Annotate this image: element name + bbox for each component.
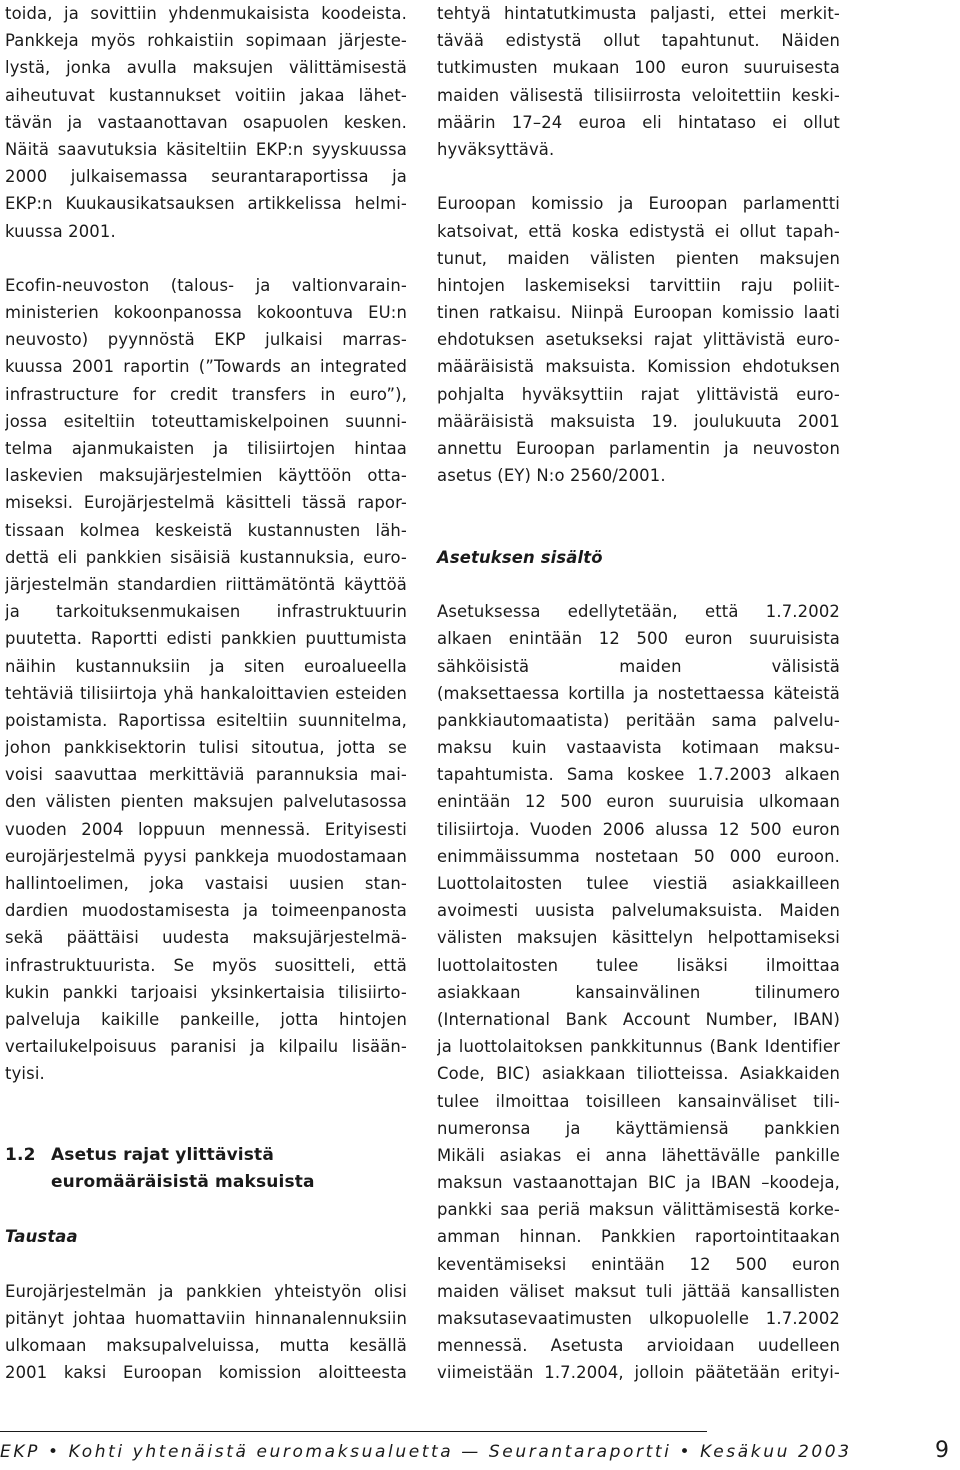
text-line: pankkiautomaatista) peritään sama palvelu- bbox=[437, 710, 840, 730]
text-line: 2001 kaksi Euroopan komission aloitteesta bbox=[5, 1363, 407, 1383]
text-line: infrastruktuurista. Se myös suositteli, että bbox=[5, 955, 407, 975]
text-line: tutkimusten mukaan 100 euron suuruisesta bbox=[437, 58, 840, 78]
left-paragraph-3 bbox=[5, 1278, 407, 1387]
right-paragraph-2 bbox=[437, 190, 840, 489]
text-line: dettä eli pankkien sisäisiä kustannuksia, euro- bbox=[5, 547, 407, 567]
text-line: tyisi. bbox=[5, 1064, 45, 1084]
text-line: jossa esiteltiin toteuttamiskelpoinen suunni- bbox=[5, 411, 407, 431]
right-column bbox=[437, 0, 840, 1387]
footer-publication-title: EKP • Kohti yhtenäistä euromaksualuetta — Seurantaraportti • Kesäkuu 2003 bbox=[0, 1442, 852, 1462]
text-line: maksutasevaatimusten ulkopuolelle 1.7.2002 bbox=[437, 1309, 840, 1329]
text-line: tilisiirtoja. Vuoden 2006 alussa 12 500 euron bbox=[437, 819, 840, 839]
text-line: (maksettaessa kortilla ja nostettaessa käteistä bbox=[437, 683, 840, 703]
text-line: Pankkeja myös rohkaistiin sopimaan järjeste- bbox=[5, 31, 407, 51]
text-line: hintojen laskemiseksi tarvittiin raju poliit- bbox=[437, 275, 840, 295]
left-column bbox=[5, 0, 407, 1387]
text-line: välisten maksujen käsittelyn helpottamiseksi bbox=[437, 928, 840, 948]
text-line: aiheutuvat kustannukset voitiin jakaa lähet- bbox=[5, 85, 407, 105]
section-heading bbox=[5, 1142, 407, 1196]
text-line: amman hinnan. Pankkien raportointitaakan bbox=[437, 1227, 840, 1247]
text-line: avoimesti uusista palvelumaksuista. Maiden bbox=[437, 901, 840, 921]
text-line: kuussa 2001. bbox=[5, 221, 116, 241]
text-line: tissaan kolmea keskeistä kustannusten läh- bbox=[5, 520, 407, 540]
text-line: Asetuksessa edellytetään, että 1.7.2002 bbox=[437, 602, 840, 622]
text-line: maiden välisestä tilisiirrosta veloitettiin keski- bbox=[437, 85, 840, 105]
text-line: johon pankkisektorin tulisi sitoutua, jotta se bbox=[5, 738, 407, 758]
text-line: Ecofin-neuvoston (talous- ja valtionvarain- bbox=[5, 275, 407, 295]
text-line: ja luottolaitoksen pankkitunnus (Bank Identifier bbox=[437, 1037, 840, 1057]
text-line: pitänyt johtaa huomattaviin hinnanalennuksiin bbox=[5, 1309, 407, 1329]
text-line: määräisistä maksuista. Komission ehdotuksen bbox=[437, 357, 840, 377]
text-line: lystä, jonka avulla maksujen välittämisestä bbox=[5, 58, 407, 78]
text-line: laskevien maksujärjestelmien käyttöön otta- bbox=[5, 466, 407, 486]
text-line: ehdotuksen asetukseksi rajat ylittävistä euro- bbox=[437, 330, 840, 350]
text-line: Code, BIC) asiakkaan tiliotteissa. Asiakkaiden bbox=[437, 1064, 840, 1084]
text-line: Näitä saavutuksia käsiteltiin EKP:n syyskuussa bbox=[5, 139, 407, 159]
text-line: hyväksyttävä. bbox=[437, 139, 555, 159]
text-line: miseksi. Eurojärjestelmä käsitteli tässä rapor- bbox=[5, 493, 407, 513]
text-line: ulkomaan maksupalveluissa, mutta kesällä bbox=[5, 1336, 407, 1356]
text-line: numeronsa ja käyttämiensä pankkien bbox=[437, 1118, 840, 1138]
right-paragraph-3 bbox=[437, 598, 840, 1386]
text-line: tävää edistystä ollut tapahtunut. Näiden bbox=[437, 31, 840, 51]
section-number: 1.2 bbox=[5, 1144, 36, 1165]
text-line: asetus (EY) N:o 2560/2001. bbox=[437, 466, 666, 486]
text-line: järjestelmän standardien riittämätöntä käyttöä bbox=[5, 574, 407, 594]
text-line: 2000 julkaisemassa seurantaraportissa ja bbox=[5, 167, 407, 187]
text-line: tävän ja vastaanottavan osapuolen kesken. bbox=[5, 112, 407, 132]
text-line: palveluja kaikille pankeille, jotta hintojen bbox=[5, 1009, 407, 1029]
text-line: den välisten pienten maksujen palvelutasossa bbox=[5, 792, 407, 812]
text-line: sähköisistä maiden välisistä bbox=[437, 656, 840, 676]
text-line: voisi saavuttaa merkittäviä parannuksia mai- bbox=[5, 765, 407, 785]
text-line: tehtäviä tilisiirtoja yhä hankaloittavien esteiden bbox=[5, 683, 407, 703]
text-line: Euroopan komissio ja Euroopan parlamentti bbox=[437, 194, 840, 214]
section-title-line-1: Asetus rajat ylittävistä bbox=[51, 1144, 274, 1165]
text-line: (International Bank Account Number, IBAN) bbox=[437, 1009, 840, 1029]
right-paragraph-1 bbox=[437, 0, 840, 163]
text-line: ja tarkoituksenmukaisen infrastruktuurin bbox=[5, 602, 407, 622]
text-line: toida, ja sovittiin yhdenmukaisista koodeista. bbox=[5, 4, 407, 23]
text-line: dardien muodostamisesta ja toimeenpanosta bbox=[5, 901, 407, 921]
text-line: Eurojärjestelmän ja pankkien yhteistyön olisi bbox=[5, 1281, 407, 1301]
text-line: keventämiseksi enintään 12 500 euron bbox=[437, 1254, 840, 1274]
text-line: tapahtumista. Sama koskee 1.7.2003 alkaen bbox=[437, 765, 840, 785]
text-line: kuussa 2001 raportin (”Towards an integrated bbox=[5, 357, 407, 377]
text-line: maksun vastaanottajan BIC ja IBAN –koodeja, bbox=[437, 1173, 840, 1193]
text-line: enimmäissumma nostetaan 50 000 euroon. bbox=[437, 846, 840, 866]
text-line: maksu kuin vastaavista kotimaan maksu- bbox=[437, 738, 840, 758]
text-line: eurojärjestelmä pyysi pankkeja muodostamaan bbox=[5, 846, 407, 866]
text-line: pohjalta hyväksyttiin rajat ylittävistä euro- bbox=[437, 384, 840, 404]
text-line: luottolaitosten tulee lisäksi ilmoittaa bbox=[437, 955, 840, 975]
text-line: mennessä. Asetusta arvioidaan uudelleen bbox=[437, 1336, 840, 1356]
text-line: kukin pankki tarjoaisi yksinkertaisia tilisiirto- bbox=[5, 982, 407, 1002]
text-line: määrin 17–24 euroa eli hintataso ei ollut bbox=[437, 112, 840, 132]
text-line: infrastructure for credit transfers in euro”), bbox=[5, 384, 407, 404]
text-line: alkaen enintään 12 500 euron suuruisista bbox=[437, 629, 840, 649]
text-line: pankki saa periä maksun välittämisestä korke- bbox=[437, 1200, 840, 1220]
text-line: puutetta. Raportti edisti pankkien puuttumista bbox=[5, 629, 407, 649]
text-line: sekä päättäisi uudesta maksujärjestelmä- bbox=[5, 928, 407, 948]
text-line: tinen ratkaisu. Niinpä Euroopan komissio laati bbox=[437, 303, 840, 323]
text-line: tulee ilmoittaa toisilleen kansainväliset tili- bbox=[437, 1091, 840, 1111]
text-line: telma ajanmukaisten ja tilisiirtojen hintaa bbox=[5, 439, 407, 458]
text-line: neuvosto) pyynnöstä EKP julkaisi marras- bbox=[5, 330, 407, 350]
text-line: viimeistään 1.7.2004, jolloin päätetään erityi- bbox=[437, 1363, 840, 1383]
text-line: Luottolaitosten tulee viestiä asiakkailleen bbox=[437, 874, 840, 894]
text-line: määräisistä maksuista 19. joulukuuta 2001 bbox=[437, 411, 840, 431]
left-paragraph-2 bbox=[5, 272, 407, 1088]
subheading-regulation-content: Asetuksen sisältö bbox=[437, 547, 603, 567]
text-line: asiakkaan kansainvälinen tilinumero bbox=[437, 982, 840, 1002]
text-line: ministerien kokoonpanossa kokoontuva EU:n bbox=[5, 303, 407, 323]
footer-divider bbox=[0, 1431, 707, 1432]
text-line: enintään 12 500 euron suuruisia ulkomaan bbox=[437, 792, 840, 812]
text-line: annettu Euroopan parlamentin ja neuvoston bbox=[437, 439, 840, 458]
text-line: vertailukelpoisuus paranisi ja kilpailu lisään- bbox=[5, 1037, 407, 1057]
left-paragraph-1 bbox=[5, 0, 407, 245]
text-line: tunut, maiden välisten pienten maksujen bbox=[437, 248, 840, 268]
text-line: EKP:n Kuukausikatsauksen artikkelissa helmi- bbox=[5, 194, 407, 214]
section-title-line-2: euromääräisistä maksuista bbox=[51, 1172, 315, 1193]
text-line: poistamista. Raportissa esiteltiin suunnitelma, bbox=[5, 710, 407, 730]
text-line: tehtyä hintatutkimusta paljasti, ettei merkit- bbox=[437, 4, 840, 23]
subheading-background: Taustaa bbox=[5, 1227, 78, 1247]
text-line: hallintoelimen, joka vastaisi uusien stan- bbox=[5, 874, 407, 893]
text-line: näihin kustannuksiin ja siten euroalueella bbox=[5, 656, 407, 676]
text-line: katsoivat, että koska edistystä ei ollut tapah- bbox=[437, 221, 840, 241]
text-line: vuoden 2004 loppuun mennessä. Erityisesti bbox=[5, 819, 407, 839]
text-line: Mikäli asiakas ei anna lähettävälle pankille bbox=[437, 1145, 840, 1165]
text-line: maiden väliset maksut tuli jättää kansallisten bbox=[437, 1281, 840, 1301]
page-number: 9 bbox=[935, 1438, 949, 1463]
